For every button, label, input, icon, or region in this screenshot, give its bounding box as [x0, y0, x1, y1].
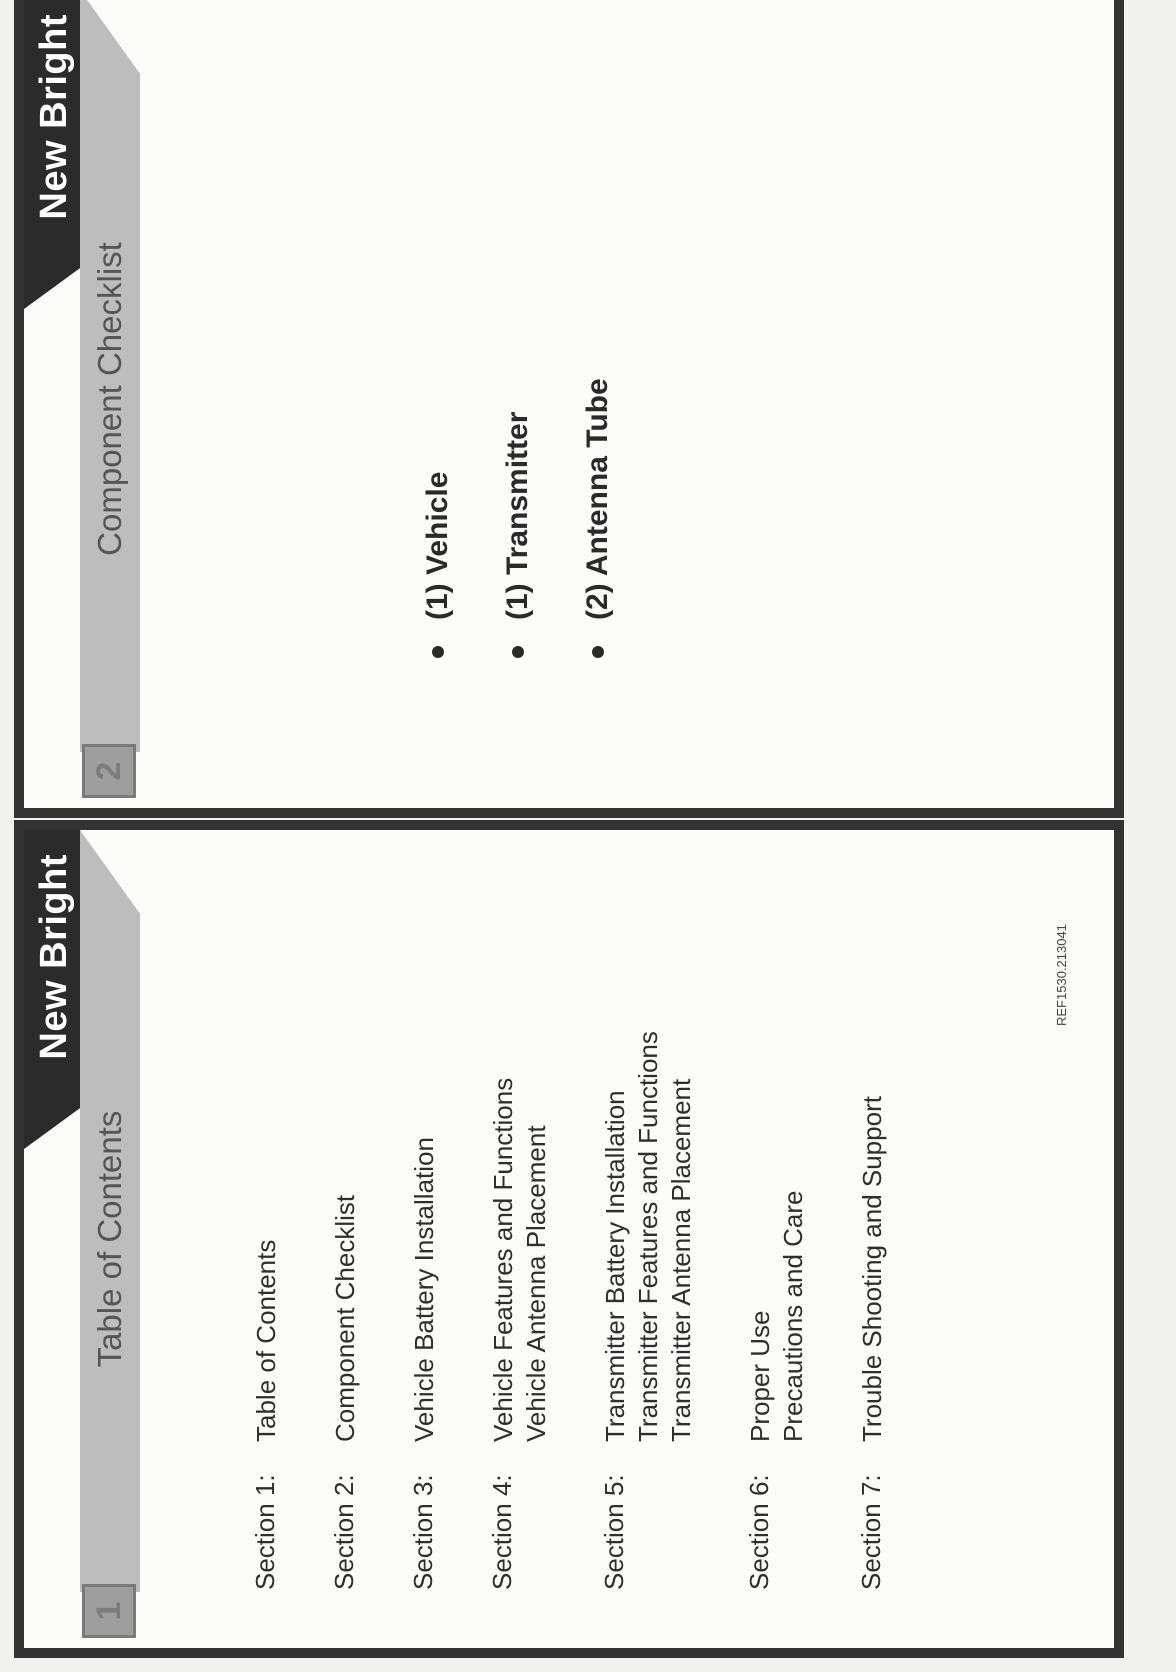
toc-list — [250, 830, 935, 1590]
list-item — [581, 378, 614, 658]
page-number: 2 — [82, 744, 136, 798]
item-label: (1) Vehicle — [421, 471, 454, 620]
section-title: Precautions and Care — [778, 1190, 808, 1442]
section-label: Section 6: — [744, 1474, 774, 1590]
section-title: Proper Use — [745, 1310, 775, 1442]
section-label: Section 1: — [250, 1474, 280, 1590]
section-title: Table of Contents — [251, 1239, 281, 1442]
page-number: 1 — [82, 1584, 136, 1638]
page-table-of-contents — [14, 820, 1124, 1658]
page-title: Table of Contents — [91, 1110, 128, 1368]
section-label: Section 7: — [856, 1474, 886, 1590]
item-label: (2) Antenna Tube — [581, 378, 614, 620]
bullet-icon — [432, 646, 444, 658]
section-label: Section 2: — [329, 1474, 359, 1590]
section-label: Section 5: — [599, 1474, 629, 1590]
toc-entry-4 — [487, 830, 553, 1590]
toc-entry-2 — [329, 830, 362, 1590]
item-label: (1) Transmitter — [501, 411, 534, 620]
toc-entry-6 — [744, 830, 810, 1590]
section-label: Section 3: — [408, 1474, 438, 1590]
section-label: Section 4: — [487, 1474, 517, 1590]
reference-code: REF1530.213041 — [1054, 924, 1069, 1026]
section-title: Vehicle Battery Installation — [409, 1137, 439, 1442]
section-title: Vehicle Features and Functions — [488, 1077, 518, 1442]
section-title: Vehicle Antenna Placement — [521, 1125, 551, 1442]
section-title: Transmitter Battery Installation — [600, 1090, 630, 1442]
section-title: Transmitter Features and Functions — [633, 1031, 663, 1442]
toc-entry-5 — [599, 830, 698, 1590]
toc-entry-7 — [856, 830, 889, 1590]
toc-entry-1 — [250, 830, 283, 1590]
section-title: Transmitter Antenna Placement — [666, 1078, 696, 1442]
list-item — [421, 378, 454, 658]
section-title: Trouble Shooting and Support — [857, 1096, 887, 1442]
section-title: Component Checklist — [330, 1194, 360, 1442]
brand-logo: New Bright — [33, 14, 75, 220]
toc-entry-3 — [408, 830, 441, 1590]
list-item — [501, 378, 534, 658]
page-component-checklist — [14, 0, 1124, 818]
page-title: Component Checklist — [91, 242, 128, 556]
brand-logo: New Bright — [33, 854, 75, 1060]
bullet-icon — [512, 646, 524, 658]
bullet-icon — [592, 646, 604, 658]
component-list — [421, 378, 664, 658]
